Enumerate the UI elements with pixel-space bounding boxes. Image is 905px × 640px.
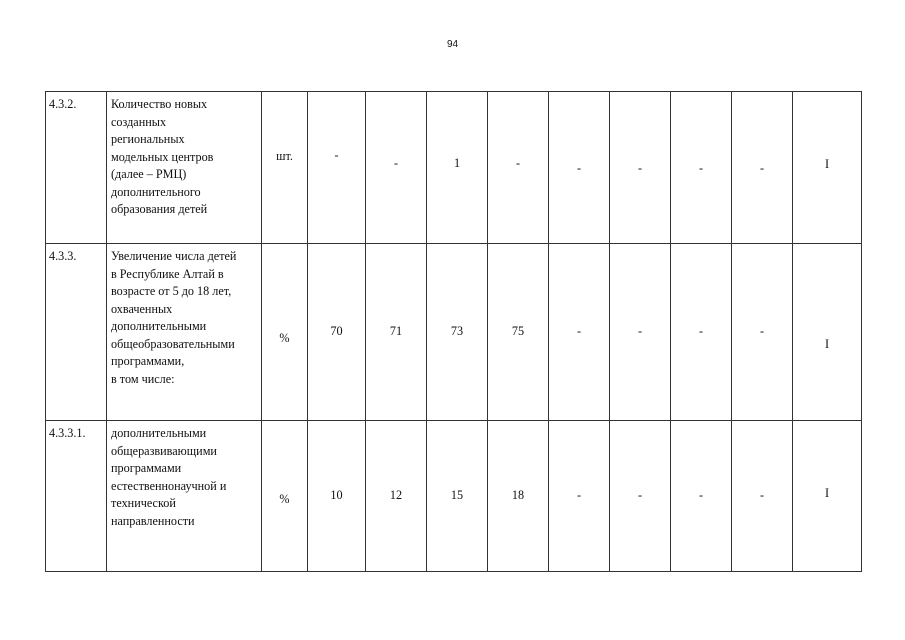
- description-line: общеразвивающими: [111, 443, 217, 458]
- value-cell: [793, 244, 862, 421]
- value-text: 10: [330, 488, 343, 502]
- row-code: 4.3.3.: [46, 244, 107, 421]
- value-cell: [732, 421, 793, 572]
- description-line: (далее – РМЦ): [111, 167, 187, 181]
- value-cell: [308, 244, 366, 421]
- value-text: -: [576, 488, 582, 502]
- value-text: 1: [453, 156, 461, 170]
- table-row: [46, 244, 862, 421]
- row-code: 4.3.2.: [46, 92, 107, 244]
- row-description: [107, 421, 262, 572]
- description-line: естественнонаучной и: [111, 478, 227, 493]
- value-text: 12: [389, 488, 403, 502]
- value-cell: [549, 421, 610, 572]
- value-cell: [366, 92, 427, 244]
- description-line: модельных центров: [111, 149, 214, 164]
- value-text: 18: [511, 488, 525, 502]
- value-text: I: [824, 486, 830, 500]
- value-text: -: [393, 156, 399, 170]
- value-cell: [308, 92, 366, 244]
- description-line: дополнительными: [111, 426, 207, 440]
- value-cell: [366, 421, 427, 572]
- row-unit: [262, 421, 308, 572]
- value-text: -: [515, 156, 521, 170]
- unit-text: %: [279, 331, 290, 345]
- value-cell: [427, 92, 488, 244]
- value-cell: [671, 92, 732, 244]
- value-text: -: [576, 324, 582, 338]
- description-line: программами,: [111, 354, 185, 368]
- description-line: созданных: [111, 114, 167, 129]
- row-code: 4.3.3.1.: [46, 421, 107, 572]
- value-cell: [610, 244, 671, 421]
- value-text: -: [334, 148, 339, 162]
- value-cell: [308, 421, 366, 572]
- value-cell: [488, 244, 549, 421]
- value-cell: [732, 92, 793, 244]
- value-cell: [793, 421, 862, 572]
- description-line: программами: [111, 461, 182, 475]
- description-line: охваченных: [111, 301, 173, 316]
- value-cell: [549, 92, 610, 244]
- value-text: I: [824, 337, 830, 351]
- value-text: -: [698, 488, 704, 502]
- description-line: общеобразовательными: [111, 336, 235, 351]
- page-number: 94: [446, 39, 459, 50]
- value-text: I: [824, 157, 830, 171]
- value-text: 15: [450, 488, 464, 502]
- value-text: -: [637, 161, 643, 175]
- description-line: в том числе:: [111, 371, 175, 386]
- value-cell: [488, 92, 549, 244]
- value-text: -: [637, 488, 643, 502]
- value-cell: [732, 244, 793, 421]
- description-line: Увеличение числа детей: [111, 249, 237, 263]
- value-text: -: [698, 324, 704, 338]
- value-text: 70: [330, 324, 343, 338]
- value-text: -: [759, 324, 765, 338]
- value-cell: [671, 244, 732, 421]
- value-text: -: [759, 488, 765, 502]
- unit-text: %: [279, 492, 290, 506]
- description-line: дополнительными: [111, 319, 207, 333]
- description-line: образования детей: [111, 202, 208, 216]
- unit-text: шт.: [276, 149, 293, 163]
- value-cell: [366, 244, 427, 421]
- value-cell: [427, 421, 488, 572]
- row-unit: [262, 92, 308, 244]
- description-line: технической: [111, 496, 176, 510]
- value-cell: [610, 421, 671, 572]
- value-text: -: [759, 161, 765, 175]
- value-text: 75: [511, 324, 525, 338]
- description-line: направленности: [111, 513, 195, 528]
- description-line: возрасте от 5 до 18 лет,: [111, 284, 232, 298]
- value-cell: [610, 92, 671, 244]
- row-description: [107, 244, 262, 421]
- description-line: в Республике Алтай в: [111, 266, 224, 281]
- value-cell: [427, 244, 488, 421]
- value-text: -: [576, 161, 582, 175]
- description-line: дополнительного: [111, 184, 201, 199]
- table-row: [46, 92, 862, 244]
- value-cell: [671, 421, 732, 572]
- table-row: [46, 421, 862, 572]
- description-line: Количество новых: [111, 97, 208, 111]
- row-unit: [262, 244, 308, 421]
- value-cell: [488, 421, 549, 572]
- value-text: 73: [450, 324, 464, 338]
- description-line: региональных: [111, 132, 185, 146]
- value-text: -: [698, 161, 704, 175]
- indicator-table: [45, 91, 862, 572]
- value-text: 71: [389, 324, 403, 338]
- value-cell: [793, 92, 862, 244]
- row-description: [107, 92, 262, 244]
- value-text: -: [637, 324, 643, 338]
- value-cell: [549, 244, 610, 421]
